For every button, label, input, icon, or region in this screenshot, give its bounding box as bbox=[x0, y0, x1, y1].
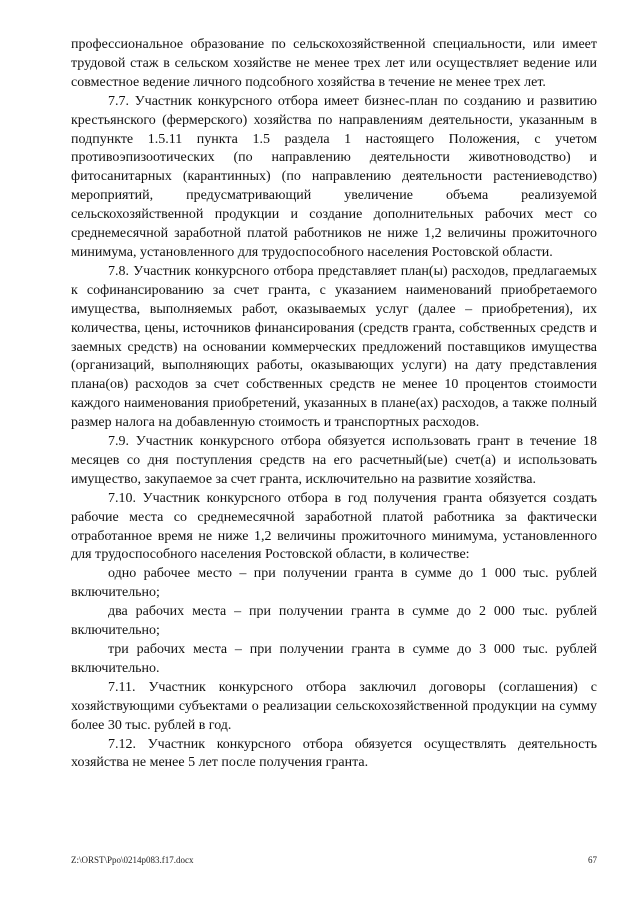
list-item-three-jobs: три рабочих места – при получении гранта в сумме до 3 000 тыс. рублей включительно. bbox=[71, 642, 597, 676]
list-item-two-jobs: два рабочих места – при получении гранта в сумме до 2 000 тыс. рублей включительно; bbox=[71, 604, 597, 639]
list-item-one-job: одно рабочее место – при получении гранта в сумме до 1 000 тыс. рублей включительно; bbox=[71, 566, 597, 601]
paragraph-7-10: 7.10. Участник конкурсного отбора в год получения гранта обязуется создать рабочие места со среднемесячной заработной платой работника за фактически отработанное время не ниже 1,2 величины прожиточного минимума, установленного для трудоспособного населения Ростовской области, в количестве: bbox=[71, 490, 597, 563]
paragraph-7-9: 7.9. Участник конкурсного отбора обязуется использовать грант в течение 18 месяцев со дня поступления средств на его расчетный(ые) счет(а) и использовать имущество, закупаемое за счет гранта, исключительно на развитие хозяйства. bbox=[71, 434, 597, 487]
paragraph-continuation: профессиональное образование по сельскохозяйственной специальности, или имеет трудовой стаж в сельском хозяйстве не менее трех лет или осуществляет ведение или совместное ведение личного подсобного хозяйства в течение не менее трех лет. bbox=[71, 37, 597, 90]
page-footer bbox=[71, 855, 597, 865]
document-body bbox=[71, 36, 597, 773]
paragraph-7-12: 7.12. Участник конкурсного отбора обязуется осуществлять деятельность хозяйства не менее 5 лет после получения гранта. bbox=[71, 736, 597, 771]
paragraph-7-7: 7.7. Участник конкурсного отбора имеет бизнес-план по созданию и развитию крестьянского (фермерского) хозяйства по направлениям деятельности, указанным в подпункте 1.5.11 пункта 1.5 раздела 1 настоящего Положения, с учетом противоэпизоотических (по направлению деятельности животноводство) и фитосанитарных (карантинных) (по направлению деятельности растениеводство) мероприятий, предусматривающий увеличение объема реализуемой сельскохозяйственной продукции и создание дополнительных рабочих мест со среднемесячной заработной платой работников не ниже 1,2 величины прожиточного минимума, установленного для трудоспособного населения Ростовской области. bbox=[71, 93, 597, 260]
paragraph-7-11: 7.11. Участник конкурсного отбора заключил договоры (соглашения) с хозяйствующими субъектами о реализации сельскохозяйственной продукции на сумму более 30 тыс. рублей в год. bbox=[71, 679, 597, 733]
paragraph-7-8: 7.8. Участник конкурсного отбора представляет план(ы) расходов, предлагаемых к софинансированию за счет гранта, с указанием наименований приобретаемого имущества, выполняемых работ, оказываемых услуг (далее – приобретения), их количества, цены, источников финансирования (средств гранта, собственных средств и заемных средств) на основании коммерческих предложений поставщиков имущества (организаций, выполняющих работы, оказывающих услуги) на дату представления плана(ов) расходов за счет собственных средств не менее 10 процентов стоимости каждого наименования приобретений, указанных в плане(ах) расходов, а также полный размер налога на добавленную стоимость и транспортных расходов. bbox=[71, 263, 597, 431]
page-number: 67 bbox=[588, 855, 597, 865]
footer-file-path: Z:\ORST\Ppo\0214p083.f17.docx bbox=[71, 855, 194, 865]
